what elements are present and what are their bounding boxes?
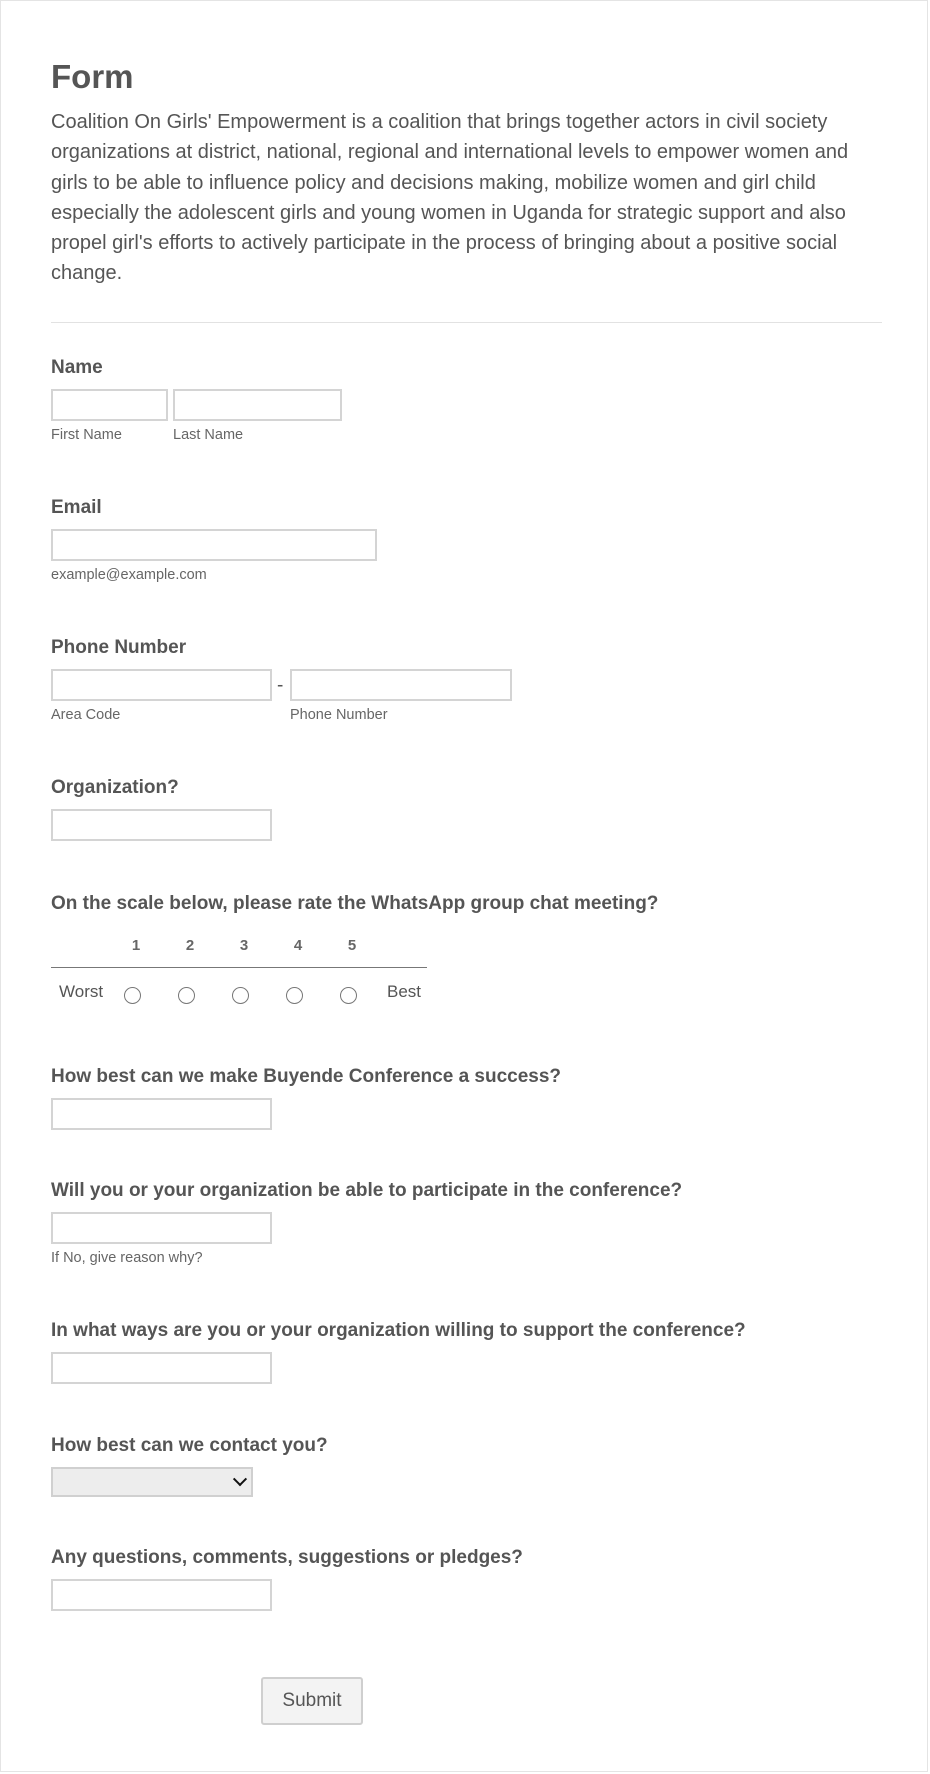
scale-header-4: 4 [293, 937, 303, 954]
success-label: How best can we make Buyende Conference a success? [51, 1066, 562, 1087]
phone-label: Phone Number [51, 637, 187, 658]
organization-input[interactable] [51, 809, 272, 841]
contact-method-select[interactable] [51, 1467, 253, 1497]
first-name-sublabel: First Name [51, 427, 122, 443]
last-name-input[interactable] [173, 389, 342, 421]
form-description: Coalition On Girls' Empowerment is a coalition that brings together actors in civil society organizations at district, national, regional and international levels to empower women and girls to be able to influence policy and decisions making, mobilize women and girl child especially the adolescent girls and young women in Uganda for strategic support and also propel girl's efforts to actively participate in the process of bringing about a positive social change. [51, 111, 849, 285]
first-name-input[interactable] [51, 389, 168, 421]
participate-sublabel: If No, give reason why? [51, 1250, 203, 1266]
phone-number-input[interactable] [290, 669, 512, 701]
rating-radio-5[interactable] [340, 987, 357, 1004]
email-sublabel: example@example.com [51, 567, 207, 583]
phone-separator: - [277, 675, 284, 696]
scale-divider [51, 967, 427, 968]
email-label: Email [51, 497, 102, 518]
scale-best-label: Best [387, 982, 422, 1001]
participate-label: Will you or your organization be able to participate in the conference? [51, 1180, 683, 1201]
questions-label: Any questions, comments, suggestions or pledges? [51, 1547, 523, 1568]
chevron-down-icon [233, 1472, 247, 1486]
submit-button[interactable]: Submit [261, 1677, 363, 1725]
rating-radio-4[interactable] [286, 987, 303, 1004]
last-name-sublabel: Last Name [173, 427, 244, 443]
phone-number-sublabel: Phone Number [290, 707, 388, 723]
success-input[interactable] [51, 1098, 272, 1130]
rating-radio-1[interactable] [124, 987, 141, 1004]
scale-header-1: 1 [131, 937, 141, 954]
header-divider [51, 322, 882, 323]
area-code-sublabel: Area Code [51, 707, 121, 723]
rating-label: On the scale below, please rate the WhatsApp group chat meeting? [51, 893, 659, 914]
area-code-input[interactable] [51, 669, 272, 701]
name-label: Name [51, 357, 103, 378]
form-title: Form [51, 58, 134, 95]
support-input[interactable] [51, 1352, 272, 1384]
organization-label: Organization? [51, 777, 179, 798]
support-label: In what ways are you or your organization willing to support the conference? [51, 1320, 746, 1341]
scale-header-2: 2 [185, 937, 195, 954]
rating-radio-3[interactable] [232, 987, 249, 1004]
email-input[interactable] [51, 529, 377, 561]
scale-header-5: 5 [347, 937, 357, 954]
participate-input[interactable] [51, 1212, 272, 1244]
questions-input[interactable] [51, 1579, 272, 1611]
scale-worst-label: Worst [59, 982, 104, 1001]
contact-label: How best can we contact you? [51, 1435, 328, 1456]
scale-header-3: 3 [239, 937, 249, 954]
rating-radio-2[interactable] [178, 987, 195, 1004]
